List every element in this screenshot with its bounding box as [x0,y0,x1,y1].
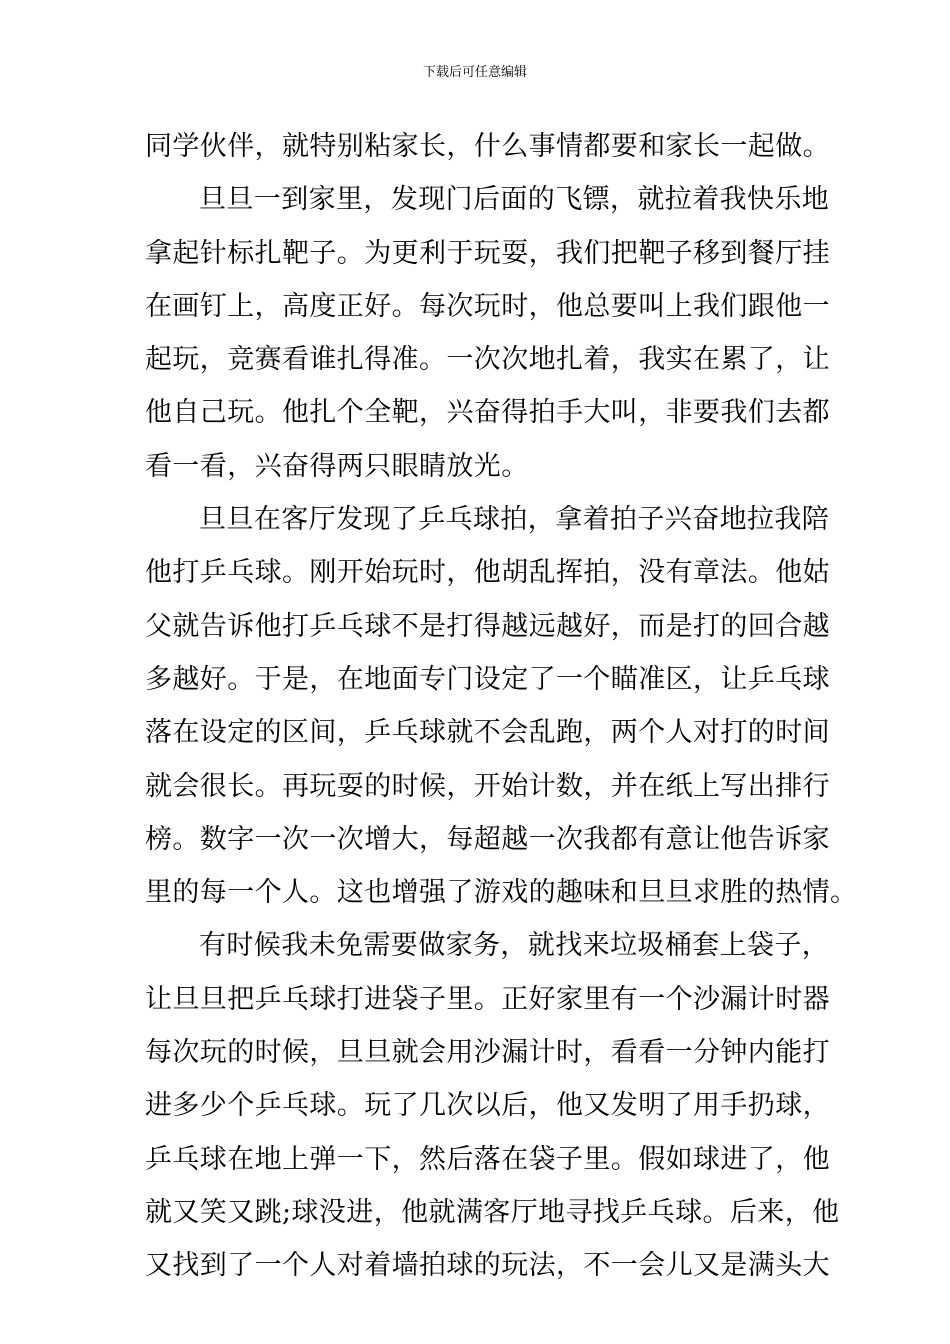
text-line: 拿起针标扎靶子。为更利于玩耍，我们把靶子移到餐厅挂 [145,237,830,269]
text-line: 有时候我未免需要做家务，就找来垃圾桶套上袋子， [199,930,830,962]
text-line: 就又笑又跳;球没进，他就满客厅地寻找乒乓球。后来，他 [145,1196,840,1228]
text-line: 同学伙伴，就特别粘家长，什么事情都要和家长一起做。 [145,131,830,162]
text-line: 父就告诉他打乒乓球不是打得越远越好，而是打的回合越 [145,610,830,642]
text-line: 多越好。于是，在地面专门设定了一个瞄准区，让乒乓球 [145,663,830,695]
page-header: 下载后可任意编辑 [422,65,527,80]
text-line: 起玩，竞赛看谁扎得准。一次次地扎着，我实在累了，让 [145,344,830,376]
text-line: 落在设定的区间，乒乓球就不会乱跑，两个人对打的时间 [145,717,830,749]
text-line: 就会很长。再玩耍的时候，开始计数，并在纸上写出排行 [145,770,830,802]
text-line: 进多少个乒乓球。玩了几次以后，他又发明了用手扔球， [145,1090,830,1122]
text-line: 旦旦一到家里，发现门后面的飞镖，就拉着我快乐地 [199,184,830,216]
text-line: 看一看，兴奋得两只眼睛放光。 [145,450,529,482]
text-line: 旦旦在客厅发现了乒乓球拍，拿着拍子兴奋地拉我陪 [199,504,830,536]
text-line: 乒乓球在地上弹一下，然后落在袋子里。假如球进了，他 [145,1143,830,1175]
text-line: 他打乒乓球。刚开始玩时，他胡乱挥拍，没有章法。他姑 [145,557,830,589]
text-line: 他自己玩。他扎个全靶，兴奋得拍手大叫，非要我们去都 [145,397,830,429]
document-body [145,120,858,1293]
text-line: 又找到了一个人对着墙拍球的玩法，不一会儿又是满头大 [145,1250,830,1282]
text-line: 榜。数字一次一次增大，每超越一次我都有意让他告诉家 [145,823,830,855]
text-line: 里的每一个人。这也增强了游戏的趣味和旦旦求胜的热情。 [145,877,858,909]
text-line: 每次玩的时候，旦旦就会用沙漏计时，看看一分钟内能打 [145,1037,830,1069]
text-line: 在画钉上，高度正好。每次玩时，他总要叫上我们跟他一 [145,290,830,322]
text-line: 让旦旦把乒乓球打进袋子里。正好家里有一个沙漏计时器 [145,983,830,1015]
